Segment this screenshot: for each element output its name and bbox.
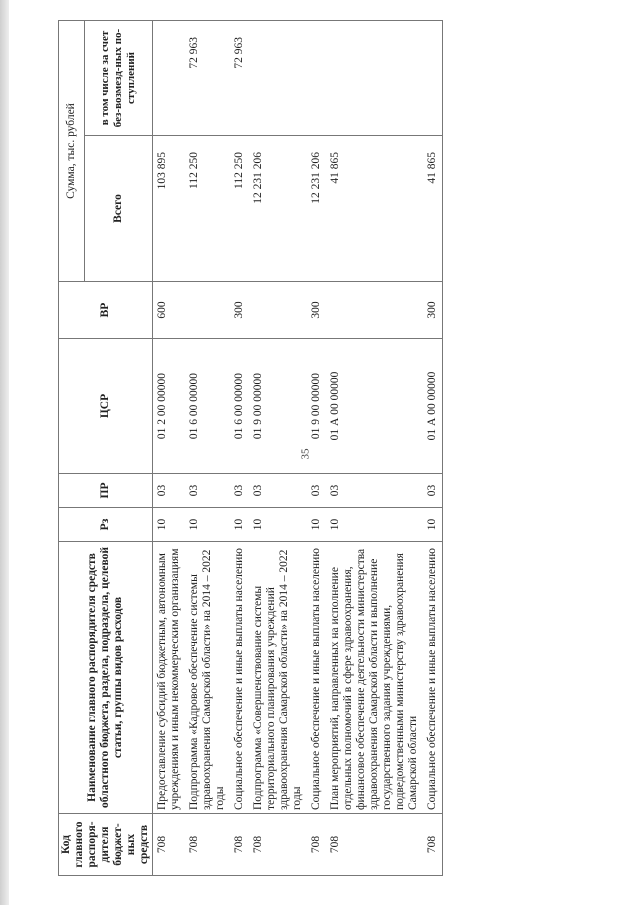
- cell-vr: [326, 282, 423, 339]
- cell-vr: 300: [423, 282, 443, 339]
- cell-name: Социальное обеспечение и иные выплаты населению: [307, 542, 326, 814]
- cell-total: 12 231 206: [307, 136, 326, 282]
- table-row: [153, 21, 186, 876]
- table-row: [423, 21, 443, 876]
- cell-rz: 10: [185, 508, 230, 542]
- cell-code: 708: [326, 814, 423, 876]
- cell-total: 112 250: [185, 136, 230, 282]
- cell-csr: 01 А 00 00000: [423, 339, 443, 474]
- cell-gratuitous: [423, 21, 443, 136]
- header-code: Код главного распоря-дителя бюджет-ных средств: [59, 814, 153, 876]
- cell-name: Подпрограмма «Кадровое обеспечение системы здравоохранения Самарской области» на 2014 – 2022 годы: [185, 542, 230, 814]
- cell-total: 103 895: [153, 136, 186, 282]
- cell-gratuitous: 72 963: [185, 21, 230, 136]
- cell-vr: [185, 282, 230, 339]
- cell-rz: 10: [307, 508, 326, 542]
- table-row: [230, 21, 249, 876]
- cell-vr: [249, 282, 307, 339]
- cell-pr: 03: [423, 474, 443, 508]
- cell-code: 708: [307, 814, 326, 876]
- table-row: [326, 21, 423, 876]
- cell-code: 708: [185, 814, 230, 876]
- cell-total: 12 231 206: [249, 136, 307, 282]
- cell-total: 41 865: [326, 136, 423, 282]
- cell-name: Предоставление субсидий бюджетным, автономным учреждениям и иным некоммерческим организациям: [153, 542, 186, 814]
- header-csr: ЦСР: [59, 339, 153, 474]
- cell-csr: 01 9 00 00000: [249, 339, 307, 474]
- cell-csr: 01 6 00 00000: [230, 339, 249, 474]
- cell-csr: 01 6 00 00000: [185, 339, 230, 474]
- cell-code: 708: [230, 814, 249, 876]
- header-gratuitous: в том числе за счет без-возмезд-ных по-ступлений: [84, 21, 152, 136]
- cell-pr: 03: [153, 474, 186, 508]
- cell-code: 708: [153, 814, 186, 876]
- cell-name: План мероприятий, направленных на исполнение отдельных полномочий в сфере здравоохранения, финансовое обеспечение деятельности министерства здравоохранения Самарской области и выполнение государственного задания учреждениями, подведомственными министерству здравоохранения Самарской области: [326, 542, 423, 814]
- cell-rz: 10: [326, 508, 423, 542]
- cell-rz: 10: [153, 508, 186, 542]
- cell-rz: 10: [230, 508, 249, 542]
- cell-vr: 300: [307, 282, 326, 339]
- rotated-page-content: [58, 21, 588, 876]
- scan-edge-shadow: [0, 0, 9, 905]
- header-vr: ВР: [59, 282, 153, 339]
- cell-total: 112 250: [230, 136, 249, 282]
- cell-gratuitous: [153, 21, 186, 136]
- cell-pr: 03: [307, 474, 326, 508]
- cell-vr: 300: [230, 282, 249, 339]
- cell-pr: 03: [249, 474, 307, 508]
- cell-code: 708: [423, 814, 443, 876]
- cell-pr: 03: [230, 474, 249, 508]
- cell-name: Социальное обеспечение и иные выплаты населению: [230, 542, 249, 814]
- header-sum-group: Сумма, тыс. рублей: [59, 21, 85, 282]
- header-name: Наименование главного распорядителя средств областного бюджета, раздела, подраздела, целевой статьи, группы видов расходов: [59, 542, 153, 814]
- budget-table: [58, 20, 443, 876]
- cell-total: 41 865: [423, 136, 443, 282]
- cell-pr: 03: [185, 474, 230, 508]
- cell-pr: 03: [326, 474, 423, 508]
- cell-rz: 10: [423, 508, 443, 542]
- cell-name: Социальное обеспечение и иные выплаты населению: [423, 542, 443, 814]
- cell-csr: 01 9 00 00000: [307, 339, 326, 474]
- cell-gratuitous: [307, 21, 326, 136]
- page-number: 35: [299, 448, 312, 460]
- cell-gratuitous: [326, 21, 423, 136]
- cell-gratuitous: 72 963: [230, 21, 249, 136]
- cell-rz: 10: [249, 508, 307, 542]
- header-rz: Рз: [59, 508, 153, 542]
- cell-csr: 01 А 00 00000: [326, 339, 423, 474]
- cell-name: Подпрограмма «Совершенствование системы территориального планирования учреждений здравоохранения Самарской области» на 2014 – 2022 годы: [249, 542, 307, 814]
- table-row: [249, 21, 307, 876]
- cell-code: 708: [249, 814, 307, 876]
- cell-vr: 600: [153, 282, 186, 339]
- table-row: [185, 21, 230, 876]
- header-pr: ПР: [59, 474, 153, 508]
- cell-gratuitous: [249, 21, 307, 136]
- cell-csr: 01 2 00 00000: [153, 339, 186, 474]
- header-total: Всего: [84, 136, 152, 282]
- table-row: [307, 21, 326, 876]
